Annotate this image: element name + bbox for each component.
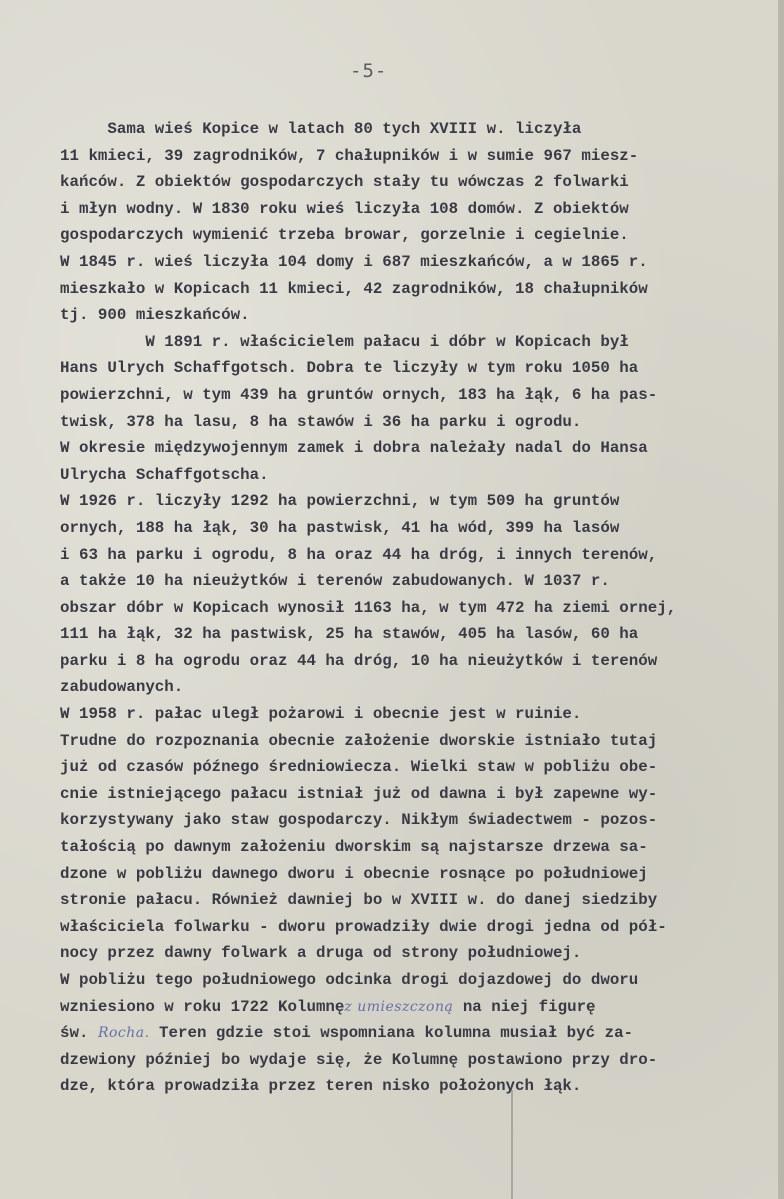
- text-segment: na niej figurę: [453, 997, 596, 1016]
- text-line: cnie istniejącego pałacu istniał już od dawna i był zapewne wy-: [60, 784, 658, 803]
- text-line: gospodarczych wymienić trzeba browar, gorzelnie i cegielnie.: [60, 226, 629, 245]
- paper-edge: [778, 0, 784, 1199]
- text-line: tj. 900 mieszkańców.: [60, 306, 250, 325]
- text-segment: wzniesiono w roku 1722 Kolumnę: [60, 997, 345, 1016]
- text-line: dzone w pobliżu dawnego dworu i obecnie rosnące po południowej: [60, 864, 648, 883]
- text-segment: Teren gdzie stoi wspomniana kolumna musiał być za-: [149, 1024, 634, 1043]
- text-line: Sama wieś Kopice w latach 80 tych XVIII w. liczyła: [60, 120, 582, 138]
- text-line: Hans Ulrych Schaffgotsch. Dobra te liczyły w tym roku 1050 ha: [60, 359, 639, 378]
- page-number: -5-: [350, 60, 388, 82]
- text-line: i 63 ha parku i ogrodu, 8 ha oraz 44 ha dróg, i innych terenów,: [60, 545, 658, 564]
- text-line: W 1891 r. właścicielem pałacu i dóbr w Kopicach był: [60, 332, 629, 351]
- typewritten-text: [60, 116, 740, 1100]
- text-line-with-annotation: [60, 994, 740, 1021]
- text-line: powierzchni, w tym 439 ha gruntów ornych, 183 ha łąk, 6 ha pas-: [60, 385, 658, 404]
- text-line: dzewiony później bo wydaje się, że Kolumnę postawiono przy dro-: [60, 1050, 658, 1069]
- paper-fold-mark: [511, 1090, 513, 1199]
- text-line: W 1958 r. pałac uległ pożarowi i obecnie jest w ruinie.: [60, 705, 582, 724]
- text-line: korzystywany jako staw gospodarczy. Nikłym świadectwem - pozos-: [60, 811, 658, 830]
- text-line: parku i 8 ha ogrodu oraz 44 ha dróg, 10 ha nieużytków i terenów: [60, 651, 658, 670]
- text-line: W 1926 r. liczyły 1292 ha powierzchni, w tym 509 ha gruntów: [60, 492, 620, 511]
- text-line: Ulrycha Schaffgotscha.: [60, 465, 269, 484]
- text-line: Trudne do rozpoznania obecnie założenie dworskie istniało tutaj: [60, 731, 658, 750]
- text-line: W pobliżu tego południowego odcinka drogi dojazdowej do dworu: [60, 971, 639, 989]
- text-line: W okresie międzywojennym zamek i dobra należały nadal do Hansa: [60, 439, 648, 458]
- text-line: W 1845 r. wieś liczyła 104 domy i 687 mieszkańców, a w 1865 r.: [60, 252, 648, 271]
- text-line: i młyn wodny. W 1830 roku wieś liczyła 108 domów. Z obiektów: [60, 199, 629, 218]
- text-segment: św.: [60, 1024, 89, 1043]
- text-line: obszar dóbr w Kopicach wynosił 1163 ha, w tym 472 ha ziemi ornej,: [60, 598, 677, 617]
- text-line: twisk, 378 ha lasu, 8 ha stawów i 36 ha parku i ogrodu.: [60, 412, 582, 431]
- text-line: a także 10 ha nieużytków i terenów zabudowanych. W 1037 r.: [60, 572, 610, 591]
- text-line: mieszkało w Kopicach 11 kmieci, 42 zagrodników, 18 chałupników: [60, 279, 648, 298]
- text-line-with-annotation: [60, 1020, 740, 1047]
- text-line: tałością po dawnym założeniu dworskim są najstarsze drzewa sa-: [60, 838, 648, 857]
- text-line: zabudowanych.: [60, 678, 184, 697]
- text-line: dze, która prowadziła przez teren nisko położonych łąk.: [60, 1077, 582, 1096]
- text-line: właściciela folwarku - dworu prowadziły dwie drogi jedna od pół-: [60, 917, 667, 936]
- text-line: nocy przez dawny folwark a druga od strony południowej.: [60, 944, 582, 963]
- handwritten-annotation: z umieszczoną: [344, 998, 454, 1015]
- text-line: 111 ha łąk, 32 ha pastwisk, 25 ha stawów, 405 ha lasów, 60 ha: [60, 625, 639, 644]
- text-line: już od czasów późnego średniowiecza. Wielki staw w pobliżu obe-: [60, 758, 658, 777]
- text-line: ornych, 188 ha łąk, 30 ha pastwisk, 41 ha wód, 399 ha lasów: [60, 518, 620, 537]
- handwritten-annotation: Rocha.: [97, 1025, 150, 1042]
- text-line: 11 kmieci, 39 zagrodników, 7 chałupników i w sumie 967 miesz-: [60, 146, 639, 165]
- text-line: kańców. Z obiektów gospodarczych stały tu wówczas 2 folwarki: [60, 173, 629, 192]
- text-line: stronie pałacu. Również dawniej bo w XVIII w. do danej siedziby: [60, 891, 658, 910]
